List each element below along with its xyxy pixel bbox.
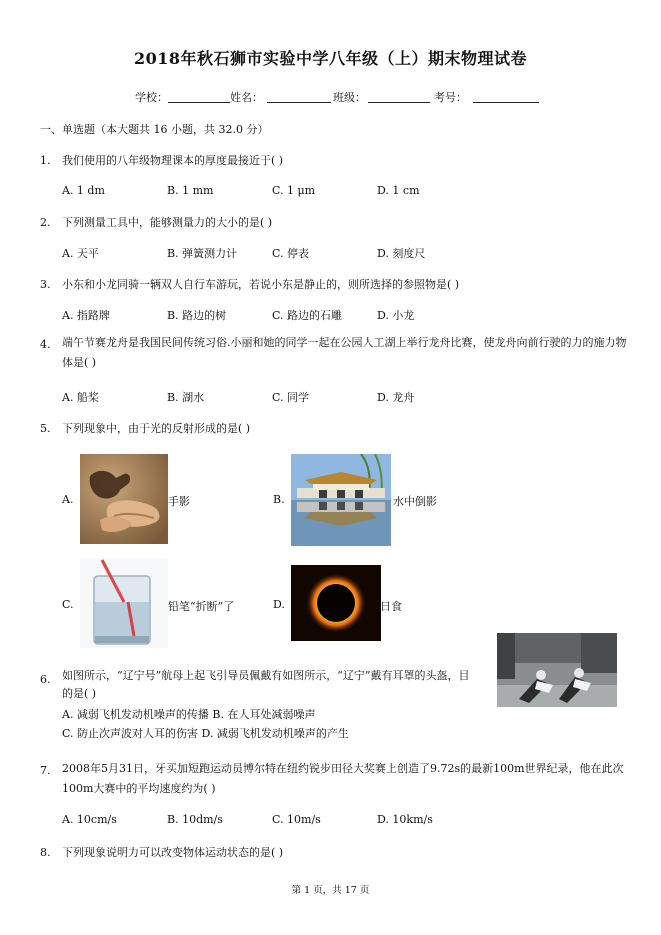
pencil-in-water-image[interactable] xyxy=(80,558,168,648)
question-6-number: 6. xyxy=(40,673,51,686)
question-6-text: 如图所示，“辽宁号”航母上起飞引导员佩戴有如图所示，“辽宁”戴有耳罩的头盔，目的是( ) xyxy=(62,669,470,700)
question-1 xyxy=(40,152,283,168)
option-b[interactable]: B. 10dm/s xyxy=(167,813,223,826)
question-3 xyxy=(40,276,459,292)
question-7-number: 7. xyxy=(40,764,51,777)
page-footer: 第 1 页，共 17 页 xyxy=(291,885,370,896)
question-number: 5. xyxy=(40,422,51,435)
option-b-caption: 水中倒影 xyxy=(393,495,437,508)
question-7-text: 2008年5月31日，牙买加短跑运动员博尔特在纽约锐步田径大奖赛上创造了9.72s的最新100m世界纪录，他在此次100m大赛中的平均速度约为( ) xyxy=(62,762,624,795)
name-blank[interactable] xyxy=(267,90,331,103)
option-row-cd[interactable]: C. 防止次声波对人耳的伤害 D. 减弱飞机发动机噪声的产生 xyxy=(62,727,349,740)
option-a[interactable]: A. 天平 xyxy=(62,247,99,260)
section-heading: 一、单选题（本大题共 16 小题，共 32.0 分） xyxy=(40,123,269,136)
option-c-letter[interactable]: C. xyxy=(62,598,74,611)
question-4-number: 4. xyxy=(40,338,51,351)
option-a[interactable]: A. 指路牌 xyxy=(62,309,110,322)
option-b-letter[interactable]: B. xyxy=(273,493,285,506)
id-blank[interactable] xyxy=(473,90,539,103)
question-5 xyxy=(40,420,250,436)
option-b[interactable]: B. 湖水 xyxy=(167,391,205,404)
option-d[interactable]: D. 龙舟 xyxy=(377,391,415,404)
question-text: 下列现象说明力可以改变物体运动状态的是( ) xyxy=(62,846,284,859)
question-text: 下列现象中，由于光的反射形成的是( ) xyxy=(62,422,251,435)
student-info-line xyxy=(135,89,539,105)
id-label: 考号： xyxy=(434,91,467,104)
option-b[interactable]: B. 路边的树 xyxy=(167,309,227,322)
option-c[interactable]: C. 路边的石雕 xyxy=(272,309,343,322)
option-c-caption: 铅笔“折断”了 xyxy=(168,600,235,613)
option-d[interactable]: D. 小龙 xyxy=(377,309,415,322)
option-d[interactable]: D. 10km/s xyxy=(377,813,433,826)
pavilion-reflection-image[interactable] xyxy=(291,454,391,546)
option-b[interactable]: B. 弹簧测力计 xyxy=(167,247,238,260)
question-number: 8. xyxy=(40,846,51,859)
question-4-text: 端午节赛龙舟是我国民间传统习俗.小丽和她的同学一起在公园人工湖上举行龙舟比赛，使龙舟向前行驶的力的施力物体是( ) xyxy=(62,336,627,369)
option-b[interactable]: B. 1 mm xyxy=(167,184,214,197)
school-blank[interactable] xyxy=(168,90,230,103)
option-d[interactable]: D. 刻度尺 xyxy=(377,247,426,260)
option-a-caption: 手影 xyxy=(168,495,190,508)
hand-shadow-image[interactable] xyxy=(80,454,168,544)
question-number: 1. xyxy=(40,154,51,167)
option-c[interactable]: C. 停表 xyxy=(272,247,310,260)
question-text: 小东和小龙同骑一辆双人自行车游玩，若说小东是静止的，则所选择的参照物是( ) xyxy=(62,278,460,291)
class-label: 班级： xyxy=(333,91,366,104)
question-text: 下列测量工具中，能够测量力的大小的是( ) xyxy=(62,216,273,229)
class-blank[interactable] xyxy=(368,90,430,103)
question-2 xyxy=(40,214,272,230)
option-d-letter[interactable]: D. xyxy=(273,598,285,611)
option-c[interactable]: C. 10m/s xyxy=(272,813,321,826)
option-a[interactable]: A. 10cm/s xyxy=(62,813,117,826)
question-8 xyxy=(40,844,283,860)
question-number: 2. xyxy=(40,216,51,229)
school-label: 学校： xyxy=(135,91,168,104)
name-label: 姓名： xyxy=(230,91,263,104)
option-c[interactable]: C. 1 μm xyxy=(272,184,316,197)
solar-eclipse-image[interactable] xyxy=(291,565,381,641)
page-title: 2018年秋石狮市实验中学八年级（上）期末物理试卷 xyxy=(133,49,528,68)
option-a-letter[interactable]: A. xyxy=(62,493,74,506)
question-number: 3. xyxy=(40,278,51,291)
option-c[interactable]: C. 同学 xyxy=(272,391,310,404)
carrier-deck-crew-image[interactable] xyxy=(497,633,617,707)
option-a[interactable]: A. 1 dm xyxy=(62,184,105,197)
question-6-options xyxy=(62,705,349,743)
option-row-ab[interactable]: A. 减弱飞机发动机噪声的传播 B. 在人耳处减弱噪声 xyxy=(62,708,316,721)
question-text: 我们使用的八年级物理课本的厚度最接近于( ) xyxy=(62,154,284,167)
option-d[interactable]: D. 1 cm xyxy=(377,184,420,197)
option-d-caption: 日食 xyxy=(380,600,402,613)
option-a[interactable]: A. 船桨 xyxy=(62,391,99,404)
